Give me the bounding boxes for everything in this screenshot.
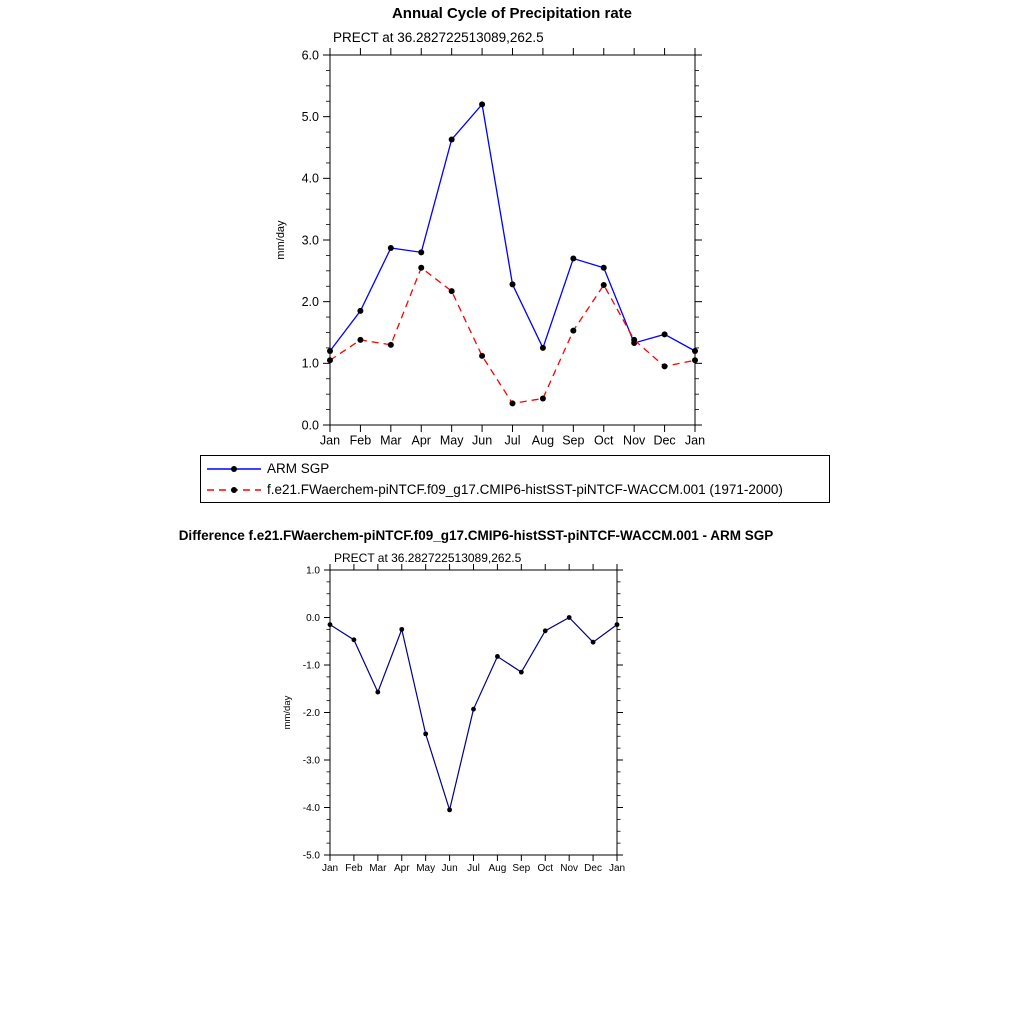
legend-label: ARM SGP bbox=[267, 461, 330, 476]
svg-text:Dec: Dec bbox=[584, 863, 602, 874]
svg-text:Feb: Feb bbox=[349, 433, 372, 448]
svg-text:Oct: Oct bbox=[594, 433, 614, 448]
svg-text:Apr: Apr bbox=[411, 433, 431, 448]
svg-text:0.0: 0.0 bbox=[306, 613, 320, 624]
svg-text:0.0: 0.0 bbox=[301, 418, 319, 433]
svg-text:Jan: Jan bbox=[608, 863, 626, 874]
svg-text:May: May bbox=[439, 433, 464, 448]
svg-text:Jun: Jun bbox=[472, 433, 493, 448]
svg-text:mm/day: mm/day bbox=[275, 220, 287, 260]
svg-text:-3.0: -3.0 bbox=[302, 755, 320, 767]
legend-entry bbox=[205, 458, 825, 479]
legend-entry bbox=[205, 479, 825, 500]
svg-text:-1.0: -1.0 bbox=[302, 660, 320, 672]
legend-label: f.e21.FWaerchem-piNTCF.f09_g17.CMIP6-histSST-piNTCF-WACCM.001 (1971-2000) bbox=[267, 482, 783, 497]
svg-text:1.0: 1.0 bbox=[306, 565, 320, 577]
svg-text:Feb: Feb bbox=[345, 863, 363, 874]
svg-text:Jan: Jan bbox=[321, 863, 339, 874]
chart-legend bbox=[200, 455, 830, 503]
svg-text:Nov: Nov bbox=[560, 863, 579, 874]
svg-text:-4.0: -4.0 bbox=[302, 803, 320, 814]
svg-text:Jul: Jul bbox=[467, 863, 480, 874]
svg-text:Aug: Aug bbox=[531, 433, 555, 448]
svg-text:Sep: Sep bbox=[562, 433, 585, 448]
svg-text:Mar: Mar bbox=[369, 863, 387, 874]
svg-text:Jan: Jan bbox=[684, 433, 706, 448]
difference-chart-title: Difference f.e21.FWaerchem-piNTCF.f09_g17.CMIP6-histSST-piNTCF-WACCM.001 - ARM SGP bbox=[178, 528, 774, 543]
dashed-line-sample-icon bbox=[205, 482, 263, 498]
svg-text:Oct: Oct bbox=[537, 863, 554, 874]
svg-text:Nov: Nov bbox=[623, 433, 646, 448]
svg-text:-5.0: -5.0 bbox=[302, 850, 320, 862]
svg-text:4.0: 4.0 bbox=[301, 171, 319, 186]
svg-text:Jan: Jan bbox=[319, 433, 341, 448]
svg-text:Dec: Dec bbox=[653, 433, 676, 448]
svg-text:Jul: Jul bbox=[504, 433, 521, 448]
svg-text:1.0: 1.0 bbox=[301, 356, 319, 371]
svg-text:3.0: 3.0 bbox=[301, 233, 319, 248]
svg-text:mm/day: mm/day bbox=[282, 695, 293, 730]
svg-text:-2.0: -2.0 bbox=[302, 708, 320, 719]
top-chart-title: Annual Cycle of Precipitation rate bbox=[391, 5, 633, 22]
svg-text:2.0: 2.0 bbox=[301, 295, 319, 310]
svg-text:Jun: Jun bbox=[441, 863, 458, 874]
solid-line-sample-icon bbox=[205, 461, 263, 477]
svg-text:Apr: Apr bbox=[393, 863, 410, 874]
svg-text:5.0: 5.0 bbox=[301, 110, 319, 125]
svg-text:Aug: Aug bbox=[488, 863, 507, 874]
difference-line-chart bbox=[260, 558, 680, 888]
difference-chart-subtitle: PRECT at 36.282722513089,262.5 bbox=[334, 551, 522, 565]
top-chart-subtitle: PRECT at 36.282722513089,262.5 bbox=[333, 30, 544, 45]
annual-cycle-line-chart bbox=[260, 45, 730, 455]
svg-text:Sep: Sep bbox=[512, 863, 531, 874]
svg-text:Mar: Mar bbox=[380, 433, 402, 448]
svg-text:May: May bbox=[416, 863, 436, 874]
svg-text:6.0: 6.0 bbox=[301, 48, 319, 63]
